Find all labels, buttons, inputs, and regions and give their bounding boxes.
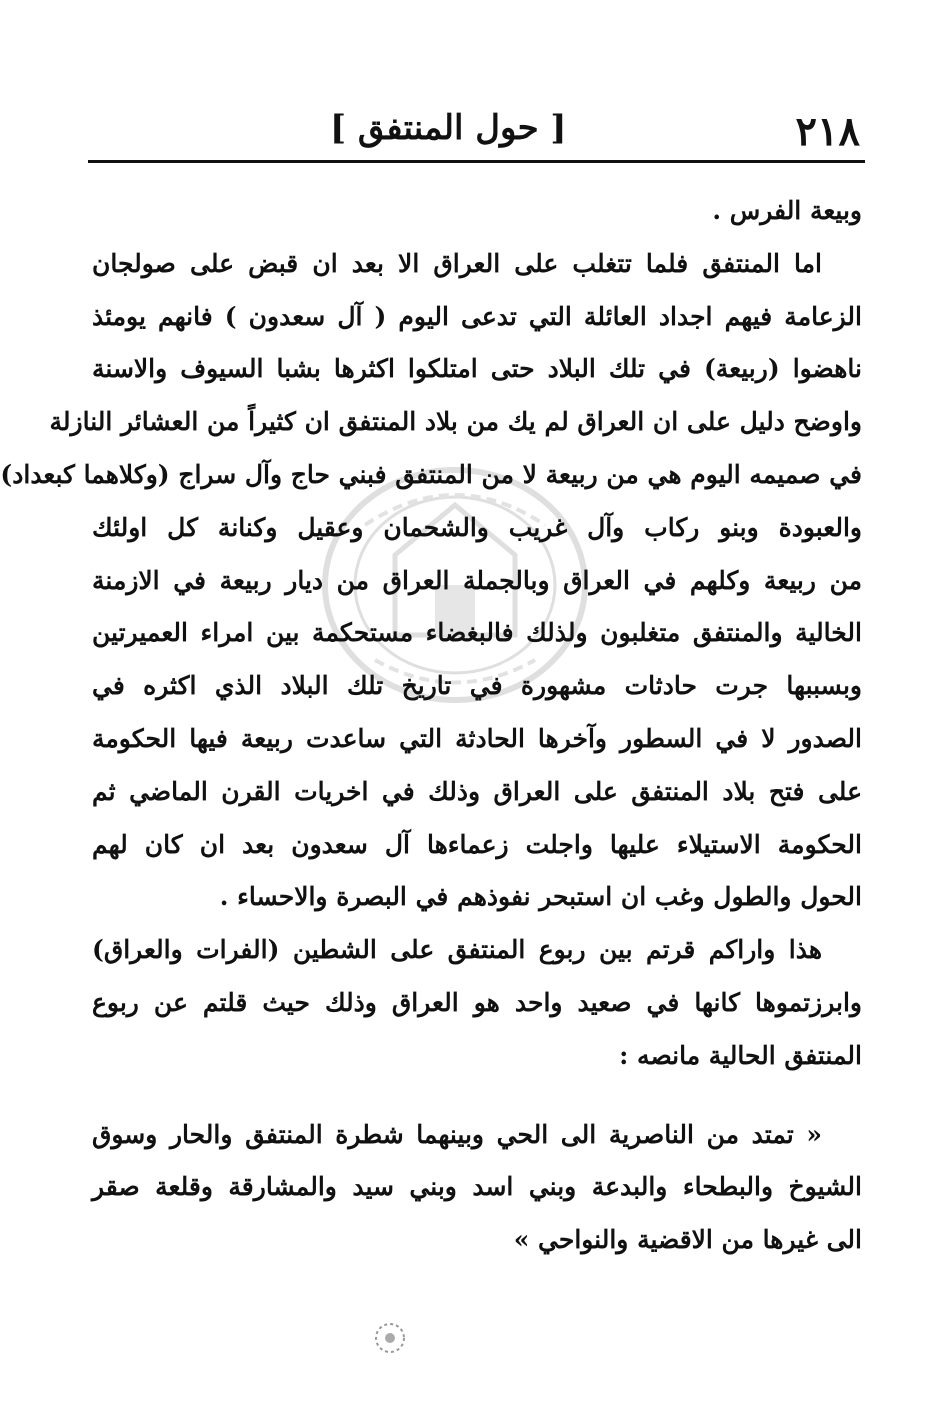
body-text <box>0 185 862 1267</box>
text-line-9: الخالية والمنتفق متغلبون ولذلك فالبغضاء مستحكمة بين امراء العميرتين <box>92 618 862 648</box>
quote-line-2: الشيوخ والبطحاء والبدعة وبني اسد وبني سيد والمشارقة وقلعة صقر <box>92 1172 862 1202</box>
text-line-11: الصدور لا في السطور وآخرها الحادثة التي ساعدت ربيعة فيها الحكومة <box>92 723 862 753</box>
text-line-17: المنتفق الحالية مانصه : <box>619 1040 862 1070</box>
text-line-10: وبسببها جرت حادثات مشهورة في تاريخ تلك البلاد الذي اكثره في <box>92 671 862 701</box>
text-line-4: ناهضوا (ربيعة) في تلك البلاد حتى امتلكوا اكثرها بشبا السيوف والاسنة <box>92 354 862 384</box>
text-line-13: الحكومة الاستيلاء عليها واجلت زعماءها آل سعدون بعد ان كان لهم <box>92 829 862 859</box>
footer-ornament-icon <box>368 1318 412 1358</box>
page-header <box>90 100 860 160</box>
paragraph-gap <box>92 1083 862 1109</box>
text-line-2: اما المنتفق فلما تتغلب على العراق الا بعد ان قبض على صولجان <box>92 248 822 278</box>
text-line-12: على فتح بلاد المنتفق على العراق وذلك في اخريات القرن الماضي ثم <box>92 776 862 806</box>
quote-line-1: « تمتد من الناصرية الى الحي وبينهما شطرة المنتفق والحار وسوق <box>92 1119 822 1149</box>
text-line-5: واوضح دليل على ان العراق لم يك من بلاد المنتفق ان كثيراً من العشائر النازلة <box>49 407 862 437</box>
text-line-15: هذا واراكم قرتم بين ربوع المنتفق على الشطين (الفرات والعراق) <box>92 935 822 965</box>
text-line-3: الزعامة فيهم اجداد العائلة التي تدعى اليوم ( آل سعدون ) فانهم يومئذ <box>92 301 862 331</box>
running-head: [ حول المنتفق ] <box>330 108 567 148</box>
quote-line-3: الى غيرها من الاقضية والنواحي » <box>513 1225 862 1255</box>
text-line-16: وابرزتموها كانها في صعيد واحد هو العراق وذلك حيث قلتم عن ربوع <box>92 987 862 1017</box>
header-rule <box>88 160 865 163</box>
text-line-8: من ربيعة وكلهم في العراق وبالجملة العراق من ديار ربيعة في الازمنة <box>92 565 862 595</box>
text-line-7: والعبودة وبنو ركاب وآل غريب والشحمان وعقيل وكنانة كل اولئك <box>92 512 862 542</box>
text-line-14: الحول والطول وغب ان استبحر نفوذهم في البصرة والاحساء . <box>219 882 862 912</box>
page-number: ٢١٨ <box>795 108 860 155</box>
text-line-6: في صميمه اليوم هي من ربيعة لا من المنتفق فبني حاج وآل سراج (وكلاهما كبعداد) <box>0 459 862 489</box>
text-line-1: وبيعة الفرس . <box>712 196 862 225</box>
